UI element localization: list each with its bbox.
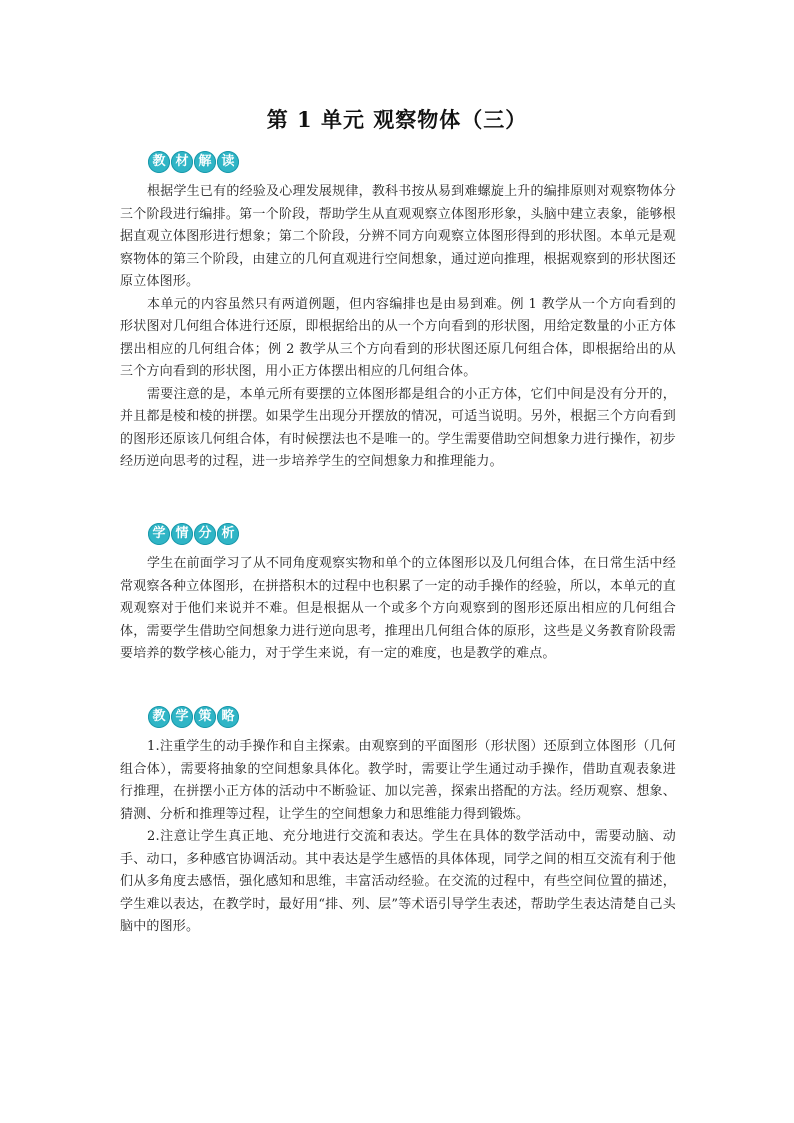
- paragraph: 本单元的内容虽然只有两道例题，但内容编排也是由易到难。例 1 教学从一个方向看到的形状图对几何组合体进行还原，即根据给出的从一个方向看到的形状图，用给定数量的小正方体摆出相应的几何组合体；例 2 教学从三个方向看到的形状图还原几何组合体，即根据给出的从三个方向看到的形状图，用小正方体摆出相应的几何组合体。: [120, 296, 676, 379]
- paragraph: 需要注意的是，本单元所有要摆的立体图形都是组合的小正方体，它们中间是没有分开的，并且都是棱和棱的拼摆。如果学生出现分开摆放的情况，可适当说明。另外，根据三个方向看到的图形还原该几何组合体，有时候摆法也不是唯一的。学生需要借助空间想象力进行操作，初步经历逆向思考的过程，进一步培养学生的空间想象力和推理能力。: [120, 386, 676, 469]
- section-badge: [148, 706, 239, 728]
- paragraph: 2.注意让学生真正地、充分地进行交流和表达。学生在具体的数学活动中，需要动脑、动手、动口，多种感官协调活动。其中表达是学生感悟的具体体现，同学之间的相互交流有利于他们从多角度去感悟，强化感知和思维，丰富活动经验。在交流的过程中，有些空间位置的描述，学生难以表达，在教学时，最好用“排、列、层”等术语引导学生表述，帮助学生表达清楚自己头脑中的图形。: [120, 829, 676, 934]
- badge-char: 学: [148, 523, 170, 545]
- badge-char: 情: [171, 523, 193, 545]
- page-title: 第 1 单元 观察物体（三）: [266, 107, 528, 132]
- badge-char: 分: [194, 523, 216, 545]
- badge-char: 读: [217, 151, 239, 173]
- section-badge: [148, 151, 239, 173]
- section-textbook-reading: [120, 150, 676, 474]
- badge-char: 学: [171, 706, 193, 728]
- badge-char: 解: [194, 151, 216, 173]
- badge-char: 材: [171, 151, 193, 173]
- badge-char: 略: [217, 706, 239, 728]
- section-badge: [148, 523, 239, 545]
- badge-char: 策: [194, 706, 216, 728]
- paragraph: 学生在前面学习了从不同角度观察实物和单个的立体图形以及几何组合体，在日常生活中经常观察各种立体图形，在拼搭积木的过程中也积累了一定的动手操作的经验，所以，本单元的直观观察对于他们来说并不难。但是根据从一个或多个方向观察到的图形还原出相应的几何组合体，需要学生借助空间想象力进行逆向思考，推理出几何组合体的原形，这些是义务教育阶段需要培养的数学核心能力，对于学生来说，有一定的难度，也是教学的难点。: [120, 556, 676, 661]
- section-student-analysis: [120, 522, 676, 666]
- badge-char: 教: [148, 706, 170, 728]
- paragraph: 1.注重学生的动手操作和自主探索。由观察到的平面图形（形状图）还原到立体图形（几何组合体），需要将抽象的空间想象具体化。教学时，需要让学生通过动手操作，借助直观表象进行推理，在拼摆小正方体的活动中不断验证、加以完善，探索出搭配的方法。经历观察、想象、猜测、分析和推理等过程，让学生的空间想象力和思维能力得到锻炼。: [120, 739, 676, 822]
- badge-char: 析: [217, 523, 239, 545]
- badge-char: 教: [148, 151, 170, 173]
- section-teaching-strategy: [120, 705, 676, 939]
- paragraph: 根据学生已有的经验及心理发展规律，教科书按从易到难螺旋上升的编排原则对观察物体分三个阶段进行编排。第一个阶段，帮助学生从直观观察立体图形形象，头脑中建立表象，能够根据直观立体图形进行想象；第二个阶段，分辨不同方向观察立体图形得到的形状图。本单元是观察物体的第三个阶段，由建立的几何直观进行空间想象，通过逆向推理，根据观察到的形状图还原立体图形。: [120, 184, 676, 289]
